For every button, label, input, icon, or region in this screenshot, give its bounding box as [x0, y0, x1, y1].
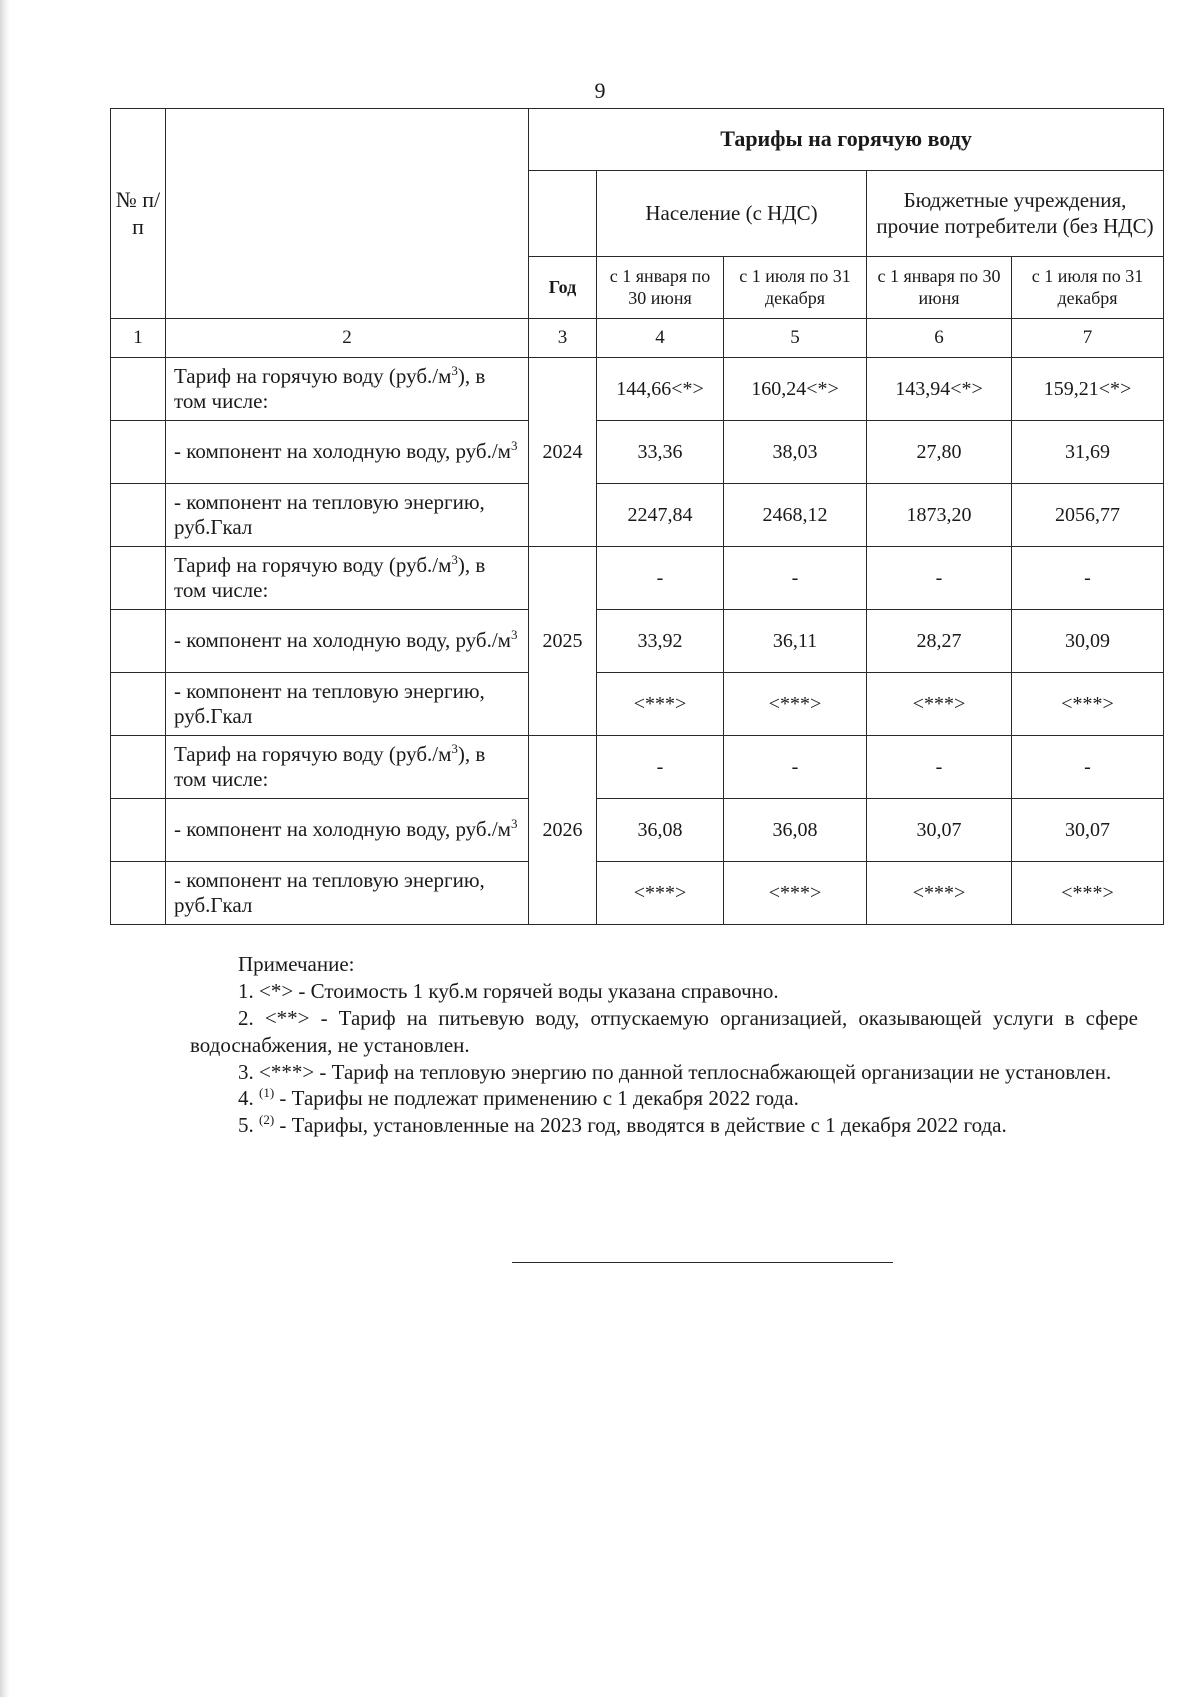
- table-row: [111, 736, 1164, 799]
- tariff-value-cell: 1873,20: [867, 484, 1012, 547]
- tariff-value-cell: 36,08: [724, 799, 867, 862]
- closing-rule: [512, 1262, 893, 1263]
- header-year: [529, 257, 597, 319]
- tariff-value-cell: -: [1012, 547, 1164, 610]
- tariff-value-cell: -: [597, 736, 724, 799]
- table-row: [111, 610, 1164, 673]
- row-label-superscript: 3: [510, 438, 518, 454]
- tariff-table: [110, 108, 1164, 925]
- tariff-value-cell: 33,36: [597, 421, 724, 484]
- header-period-pop-jan: [597, 257, 724, 319]
- row-label-superscript: 3: [510, 816, 518, 832]
- tariff-value-cell: <***>: [867, 862, 1012, 925]
- notes-title: Примечание:: [238, 952, 355, 976]
- table-row: [111, 421, 1164, 484]
- period-label: с 1 января по 30 июня: [877, 265, 1001, 308]
- scan-left-edge: [0, 0, 10, 1697]
- tariff-value-cell: -: [867, 736, 1012, 799]
- column-number: 5: [724, 319, 867, 358]
- row-label: [166, 421, 529, 484]
- row-label: [166, 673, 529, 736]
- column-number: 4: [597, 319, 724, 358]
- row-label-superscript: 3: [451, 551, 458, 567]
- tariff-value-cell: <***>: [867, 673, 1012, 736]
- tariff-value-cell: 144,66<*>: [597, 358, 724, 421]
- note-item: [190, 978, 1138, 1005]
- row-label-superscript: 3: [451, 740, 458, 756]
- row-label-text: - компонент на холодную воду, руб./м: [174, 628, 511, 653]
- row-label-superscript: 3: [510, 627, 518, 643]
- row-label: [166, 358, 529, 421]
- note-text: 3. <***> - Тариф на тепловую энергию по данной теплоснабжающей организации не установлен.: [238, 1059, 1112, 1084]
- row-label-text: - компонент на тепловую энергию, руб.Гкал: [174, 867, 485, 917]
- tariff-value-cell: 36,11: [724, 610, 867, 673]
- row-number-cell: [111, 673, 166, 736]
- table-row: [111, 799, 1164, 862]
- column-number: 1: [111, 319, 166, 358]
- period-label: с 1 июля по 31 декабря: [739, 265, 851, 308]
- tariff-value-cell: -: [867, 547, 1012, 610]
- tariff-value-cell: 38,03: [724, 421, 867, 484]
- header-title-cell: [529, 109, 1164, 171]
- tariff-value-cell: -: [1012, 736, 1164, 799]
- row-number-cell: [111, 736, 166, 799]
- period-label: с 1 января по 30 июня: [609, 265, 711, 308]
- notes-list: [190, 978, 1138, 1139]
- row-number-cell: [111, 358, 166, 421]
- row-label-text: - компонент на тепловую энергию, руб.Гкал: [174, 678, 485, 728]
- tariff-value-cell: 30,07: [867, 799, 1012, 862]
- table-row: [111, 358, 1164, 421]
- tariff-value-cell: <***>: [1012, 862, 1164, 925]
- tariff-value-cell: 36,08: [597, 799, 724, 862]
- header-period-pop-jul: [724, 257, 867, 319]
- row-label-text: Тариф на горячую воду (руб./м: [174, 363, 452, 388]
- header-empty-cell: [166, 109, 529, 319]
- row-label-text: Тариф на горячую воду (руб./м: [174, 552, 452, 577]
- tariff-value-cell: <***>: [724, 862, 867, 925]
- header-title: Тарифы на горячую воду: [720, 126, 972, 152]
- tariff-value-cell: <***>: [597, 673, 724, 736]
- row-label: [166, 799, 529, 862]
- row-label-superscript: 3: [451, 362, 458, 378]
- header-num-cell: [111, 109, 166, 319]
- tariff-value-cell: -: [724, 547, 867, 610]
- row-label: [166, 484, 529, 547]
- header-blank-above-year: [529, 171, 597, 257]
- note-superscript: (1): [259, 1085, 275, 1101]
- tariff-value-cell: -: [597, 547, 724, 610]
- tariff-value-cell: 2056,77: [1012, 484, 1164, 547]
- year-cell: 2025: [529, 547, 597, 736]
- tariff-value-cell: <***>: [724, 673, 867, 736]
- tariff-value-cell: 2247,84: [597, 484, 724, 547]
- row-label-text: - компонент на холодную воду, руб./м: [174, 817, 511, 842]
- table-row: [111, 484, 1164, 547]
- row-number-cell: [111, 421, 166, 484]
- note-item: [190, 1112, 1138, 1139]
- note-item: [190, 1059, 1138, 1086]
- tariff-value-cell: 143,94<*>: [867, 358, 1012, 421]
- row-number-cell: [111, 484, 166, 547]
- header-group-budget: [867, 171, 1164, 257]
- row-label-tail: ), в том числе:: [174, 741, 486, 791]
- tariff-value-cell: <***>: [1012, 673, 1164, 736]
- note-text: 5.: [238, 1113, 259, 1138]
- tariff-value-cell: 30,07: [1012, 799, 1164, 862]
- note-text: 2. <**> - Тариф на питьевую воду, отпускаемую организацией, оказывающей услуги в сфере водоснабжения, не установлен.: [190, 1005, 1138, 1057]
- period-label: с 1 июля по 31 декабря: [1031, 265, 1144, 308]
- tariff-value-cell: 33,92: [597, 610, 724, 673]
- row-label: [166, 862, 529, 925]
- tariff-value-cell: 160,24<*>: [724, 358, 867, 421]
- header-period-bud-jan: [867, 257, 1012, 319]
- row-label: [166, 736, 529, 799]
- row-label-text: - компонент на тепловую энергию, руб.Гкал: [174, 489, 485, 539]
- header-num-label: № п/п: [115, 187, 161, 239]
- tariff-value-cell: 159,21<*>: [1012, 358, 1164, 421]
- row-label-tail: ), в том числе:: [174, 363, 486, 413]
- page-number: 9: [594, 78, 606, 103]
- table-row: [111, 862, 1164, 925]
- row-label: [166, 547, 529, 610]
- header-group-population: [597, 171, 867, 257]
- header-group-population-label: Население (с НДС): [645, 200, 818, 225]
- year-cell: 2026: [529, 736, 597, 925]
- note-item: [190, 1005, 1138, 1059]
- note-superscript: (2): [259, 1112, 275, 1128]
- column-number: 6: [867, 319, 1012, 358]
- row-label: [166, 610, 529, 673]
- tariff-value-cell: <***>: [597, 862, 724, 925]
- notes-section: [190, 951, 1138, 1139]
- row-label-text: Тариф на горячую воду (руб./м: [174, 741, 452, 766]
- note-item: [190, 1085, 1138, 1112]
- column-numbers-row: [111, 319, 1164, 358]
- note-text-tail: - Тарифы не подлежат применению с 1 декабря 2022 года.: [274, 1086, 799, 1111]
- tariff-value-cell: 2468,12: [724, 484, 867, 547]
- row-label-text: - компонент на холодную воду, руб./м: [174, 439, 511, 464]
- header-period-bud-jul: [1012, 257, 1164, 319]
- table-row: [111, 547, 1164, 610]
- row-number-cell: [111, 799, 166, 862]
- tariff-body: [111, 358, 1164, 925]
- tariff-value-cell: 30,09: [1012, 610, 1164, 673]
- tariff-value-cell: 27,80: [867, 421, 1012, 484]
- row-number-cell: [111, 547, 166, 610]
- note-text: 4.: [238, 1086, 259, 1111]
- column-number: 3: [529, 319, 597, 358]
- column-number: 2: [166, 319, 529, 358]
- row-number-cell: [111, 862, 166, 925]
- table-row: [111, 673, 1164, 736]
- note-text: 1. <*> - Стоимость 1 куб.м горячей воды указана справочно.: [238, 978, 779, 1003]
- tariff-value-cell: 28,27: [867, 610, 1012, 673]
- header-year-label: Год: [548, 276, 577, 297]
- row-label-tail: ), в том числе:: [174, 552, 486, 602]
- note-text-tail: - Тарифы, установленные на 2023 год, вводятся в действие с 1 декабря 2022 года.: [274, 1113, 1007, 1138]
- column-number: 7: [1012, 319, 1164, 358]
- tariff-value-cell: 31,69: [1012, 421, 1164, 484]
- header-group-budget-label: Бюджетные учреждения, прочие потребители (без НДС): [876, 188, 1154, 238]
- row-number-cell: [111, 610, 166, 673]
- year-cell: 2024: [529, 358, 597, 547]
- tariff-value-cell: -: [724, 736, 867, 799]
